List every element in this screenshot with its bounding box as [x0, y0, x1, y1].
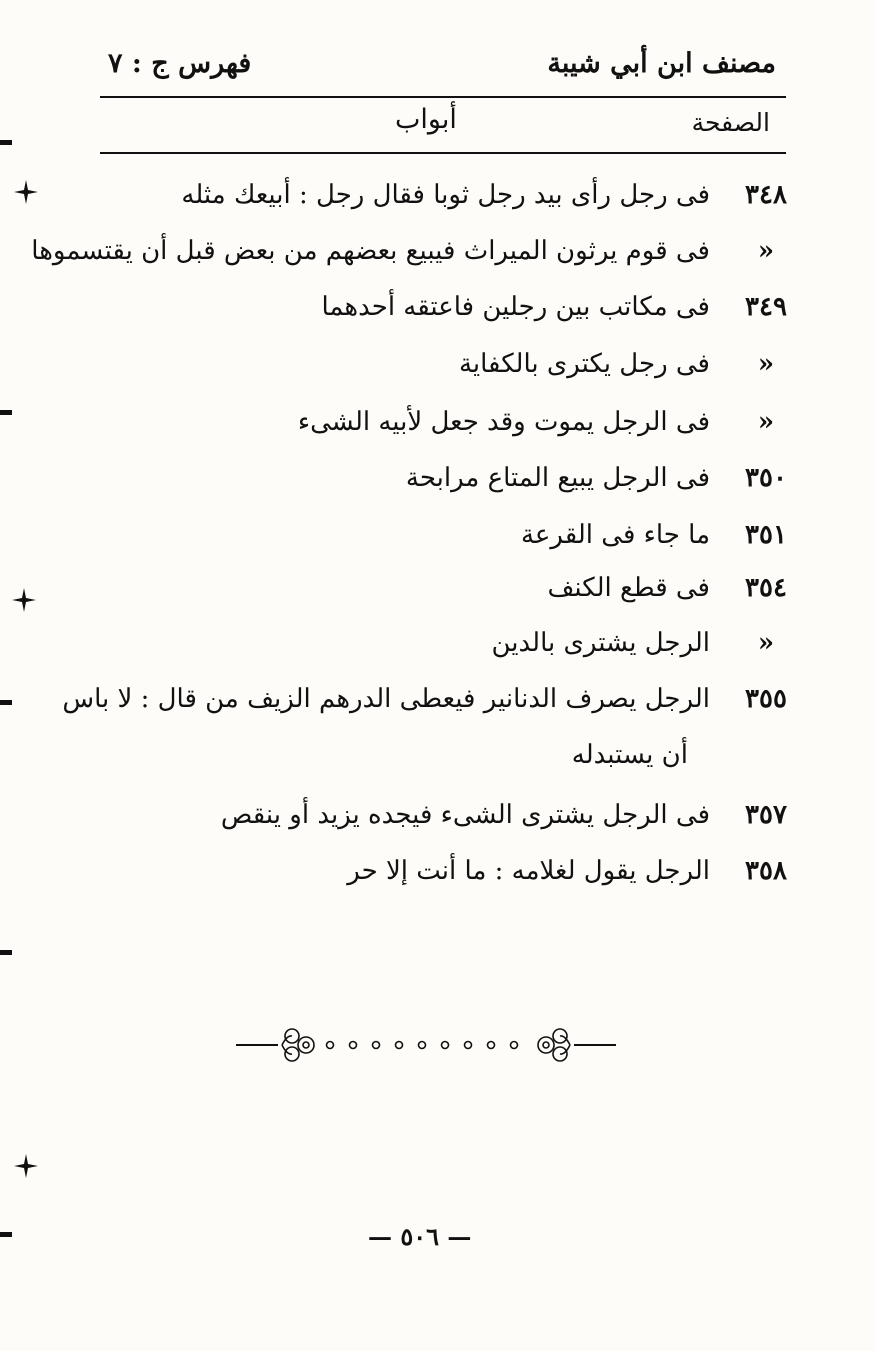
- header-rule: [100, 96, 786, 98]
- entry-title: فى الرجل يشترى الشىء فيجده يزيد أو ينقص: [220, 800, 710, 830]
- column-heading-page: الصفحة: [691, 108, 770, 137]
- index-volume-label: فهرس ج : ٧: [108, 48, 252, 79]
- page-number: — ٥٠٦ —: [368, 1222, 472, 1251]
- entry-page-number: ٣٤٨: [745, 180, 787, 210]
- entry-title: فى مكاتب بين رجلين فاعتقه أحدهما: [321, 292, 710, 322]
- entry-page-number: ٣٥٠: [745, 463, 787, 493]
- index-entry: [31, 236, 796, 288]
- margin-mark: [0, 410, 12, 415]
- star-mark-icon: [10, 586, 38, 614]
- entry-title: الرجل يقول لغلامه : ما أنت إلا حر: [347, 856, 710, 886]
- entry-page-number: «: [757, 407, 775, 437]
- index-entry: [96, 292, 796, 344]
- entry-page-number: «: [757, 236, 775, 266]
- entry-title: ما جاء فى القرعة: [520, 520, 710, 550]
- entry-page-number: ٣٥٤: [745, 573, 787, 603]
- entry-title: فى رجل يكترى بالكفاية: [458, 349, 710, 379]
- index-entry: [62, 684, 796, 736]
- entry-title: فى رجل رأى بيد رجل ثوبا فقال رجل : أبيعك مثله: [181, 180, 710, 210]
- entry-title: فى قوم يرثون الميراث فيبيع بعضهم من بعض قبل أن يقتسموها: [31, 236, 710, 266]
- entry-title: الرجل يشترى بالدين: [491, 628, 710, 658]
- column-heading-rule: [100, 152, 786, 154]
- index-entry: [96, 856, 796, 908]
- ornament-divider: [236, 1022, 616, 1068]
- star-mark-icon: [12, 178, 40, 206]
- book-title: مصنف ابن أبي شيبة: [547, 48, 776, 79]
- index-entry: [96, 573, 796, 625]
- column-heading-chapters: أبواب: [395, 104, 457, 135]
- margin-mark: [0, 140, 12, 145]
- index-entry: [96, 180, 796, 232]
- entry-page-number: ٣٥٥: [745, 684, 787, 714]
- index-entry: [96, 407, 796, 459]
- index-entry: [96, 520, 796, 572]
- entry-title: الرجل يصرف الدنانير فيعطى الدرهم الزيف من قال : لا باس: [62, 684, 710, 714]
- entry-page-number: «: [757, 628, 775, 658]
- margin-mark: [0, 700, 12, 705]
- star-mark-icon: [12, 1152, 40, 1180]
- index-entry: [96, 628, 796, 680]
- entry-title: فى الرجل يبيع المتاع مرابحة: [405, 463, 710, 493]
- entry-page-number: ٣٥١: [745, 520, 787, 550]
- entry-title-continuation: أن يستبدله: [571, 740, 688, 770]
- entry-page-number: ٣٥٨: [745, 856, 787, 886]
- margin-mark: [0, 1232, 12, 1237]
- index-entry: [96, 349, 796, 401]
- entry-page-number: «: [757, 349, 775, 379]
- margin-mark: [0, 950, 12, 955]
- entry-page-number: ٣٥٧: [745, 800, 787, 830]
- entry-page-number: ٣٤٩: [745, 292, 787, 322]
- entry-title: فى قطع الكنف: [547, 573, 710, 603]
- index-entry: [96, 463, 796, 515]
- index-entry: [96, 800, 796, 852]
- entry-title: فى الرجل يموت وقد جعل لأبيه الشىء: [297, 407, 710, 437]
